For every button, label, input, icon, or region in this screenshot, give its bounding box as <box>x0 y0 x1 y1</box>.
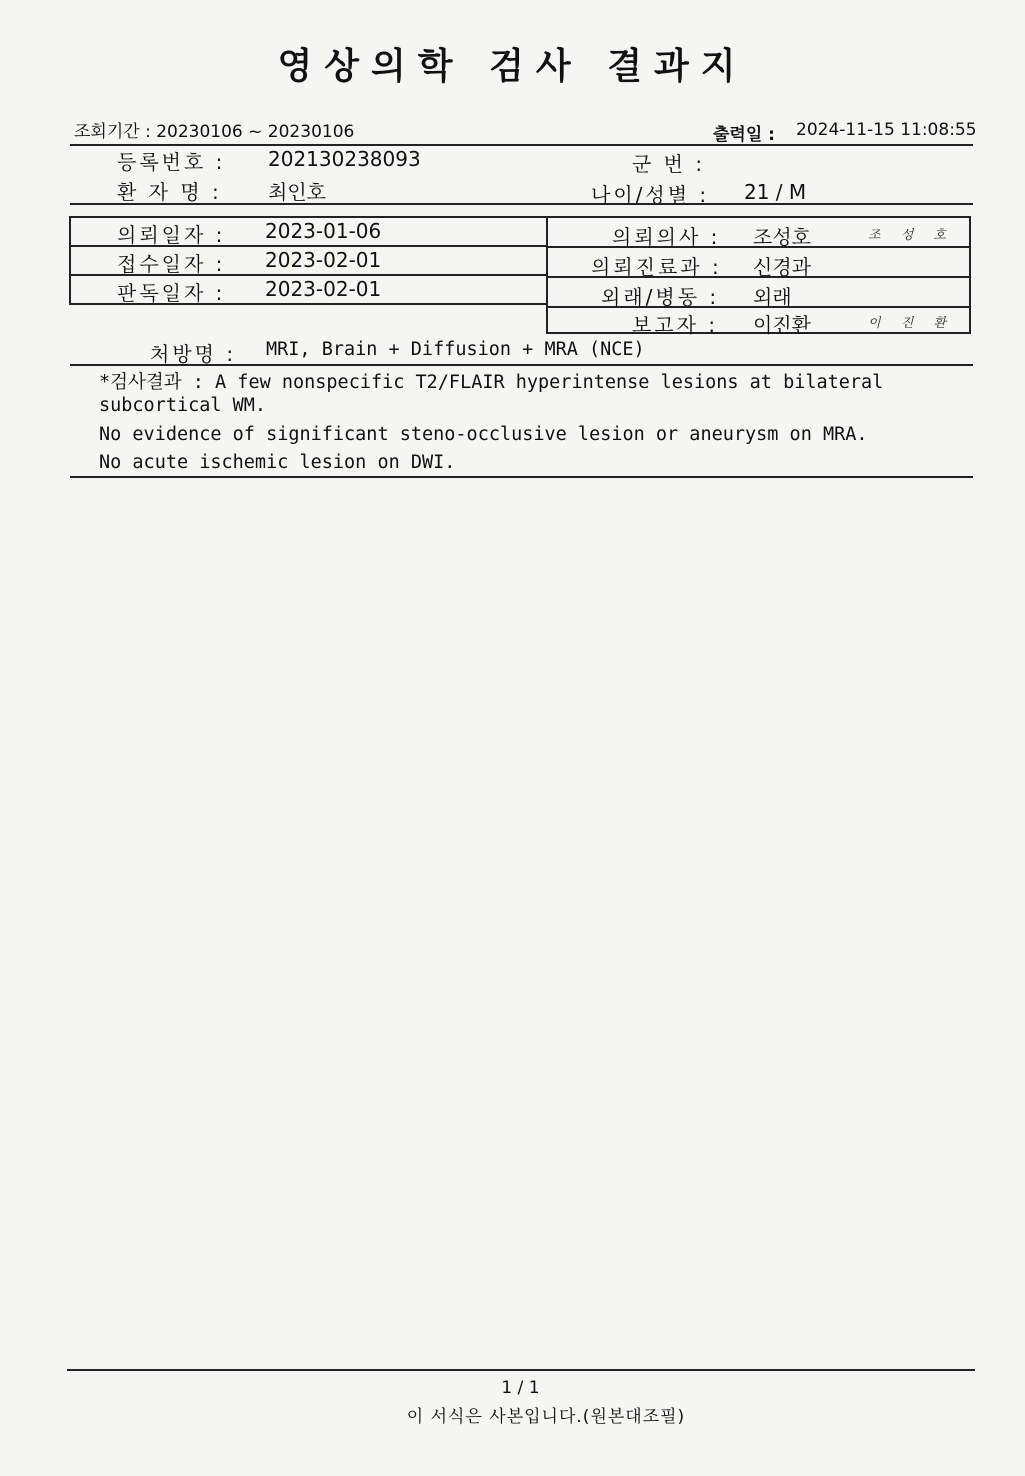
query-period: 조회기간 : 20230106 ~ 20230106 <box>74 122 355 142</box>
reg-no-label: 등록번호 : <box>117 150 226 174</box>
document-title: 영상의학 검사 결과지 <box>277 46 748 87</box>
request-date-value: 2023-01-06 <box>265 219 382 243</box>
footer-divider <box>67 1369 975 1371</box>
reporter-signature: 이 진 환 <box>868 316 954 331</box>
result-line: subcortical WM. <box>99 395 267 416</box>
doctor-label: 의뢰의사 : <box>612 225 721 249</box>
patient-name-label: 환 자 명 : <box>117 180 222 204</box>
request-date-label: 의뢰일자 : <box>117 223 226 247</box>
result-line: No evidence of significant steno-occlusive lesion or aneurysm on MRA. <box>99 424 868 445</box>
dept-label: 의뢰진료과 : <box>591 255 722 279</box>
copy-notice: 이 서식은 사본입니다.(원본대조필) <box>406 1407 686 1427</box>
receipt-date-label: 접수일자 : <box>117 252 226 276</box>
reading-date-label: 판독일자 : <box>117 281 226 305</box>
visit-type-value: 외래 <box>753 285 792 309</box>
age-sex-label: 나이/성별 : <box>591 183 710 207</box>
age-sex-value: 21 / M <box>744 180 807 204</box>
doctor-signature: 조 성 호 <box>868 228 954 243</box>
print-date-value: 2024-11-15 11:08:55 <box>796 120 977 140</box>
print-date-label: 출력일 : <box>713 125 775 145</box>
reporter-label: 보고자 : <box>632 313 719 337</box>
patient-divider <box>70 203 973 205</box>
result-divider <box>70 476 973 478</box>
result-line: No acute ischemic lesion on DWI. <box>99 452 456 473</box>
visit-type-label: 외래/병동 : <box>601 285 720 309</box>
reporter-value: 이진환 <box>753 313 811 337</box>
patient-name-value: 최인호 <box>268 180 326 204</box>
order-value: MRI, Brain + Diffusion + MRA (NCE) <box>266 339 645 360</box>
doctor-value: 조성호 <box>753 225 811 249</box>
military-no-label: 군 번 : <box>632 152 706 176</box>
result-line: *검사결과 : A few nonspecific T2/FLAIR hyperintense lesions at bilateral <box>99 372 884 393</box>
receipt-date-value: 2023-02-01 <box>265 248 382 272</box>
order-divider <box>70 364 973 366</box>
dept-value: 신경과 <box>753 255 811 279</box>
reading-date-value: 2023-02-01 <box>265 277 382 301</box>
order-label: 처방명 : <box>150 342 237 366</box>
page-number: 1 / 1 <box>501 1378 540 1398</box>
reg-no-value: 202130238093 <box>268 147 421 171</box>
